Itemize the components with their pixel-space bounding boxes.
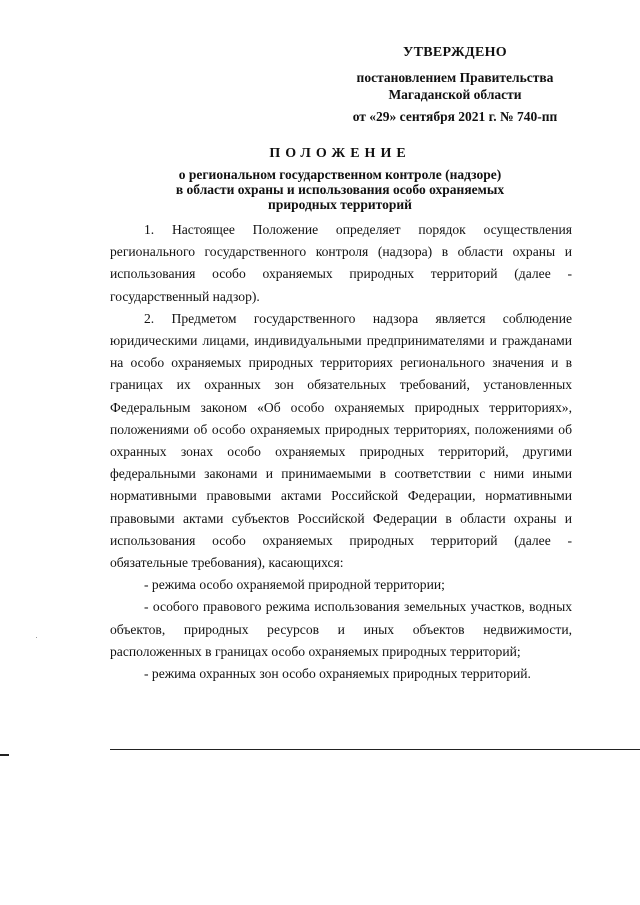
approval-line-1: постановлением Правительства	[356, 70, 554, 85]
document-subtitle-line-2: в области охраны и использования особо охраняемых	[175, 182, 505, 197]
approval-date-line: от «29» сентября 2021 г. № 740-пп	[352, 109, 558, 124]
list-item-special-legal-regime: - особого правового режима использования земельных участков, водных объектов, природных ресурсов и иных объектов недвижимости, расположенных в границах особо охраняемых природных территорий;	[110, 599, 572, 659]
list-item-protection-zones-regime: - режима охранных зон особо охраняемых природных территорий.	[144, 666, 531, 682]
document-subtitle-line-3: природных территорий	[268, 197, 412, 212]
bottom-divider	[110, 749, 640, 750]
approval-stamp	[330, 44, 580, 125]
document-title-block	[150, 146, 530, 212]
document-subtitle-line-1: о региональном государственном контроле (надзоре)	[178, 167, 502, 182]
paragraph-2: 2. Предметом государственного надзора является соблюдение юридическими лицами, индивидуальными предпринимателями и гражданами на особо охраняемых природных территориях регионального значения и в границах их охранных зон обязательных требований, установленных Федеральным законом «Об особо охраняемых природных территориях», положениями об особо охраняемых природных территориях, положениями об охранных зонах особо охраняемых природных территорий, другими федеральными законами и принимаемыми в соответствии с ними иными нормативными правовыми актами Российской Федерации, нормативными правовыми актами субъектов Российской Федерации в области охраны и использования особо охраняемых природных территорий (далее - обязательные требования), касающихся:	[110, 310, 572, 571]
left-margin-mark	[0, 754, 9, 756]
approval-line-2: Магаданской области	[388, 87, 522, 102]
list-item-nature-area-regime: - режима особо охраняемой природной территории;	[144, 577, 445, 593]
document-body	[110, 219, 572, 685]
document-heading: ПОЛОЖЕНИЕ	[269, 146, 411, 161]
scan-speck	[36, 637, 37, 638]
approval-title: УТВЕРЖДЕНО	[403, 45, 507, 60]
paragraph-1: 1. Настоящее Положение определяет порядок осуществления регионального государственного контроля (надзора) в области охраны и использования особо охраняемых природных территорий (далее - государственный надзор).	[110, 222, 572, 304]
